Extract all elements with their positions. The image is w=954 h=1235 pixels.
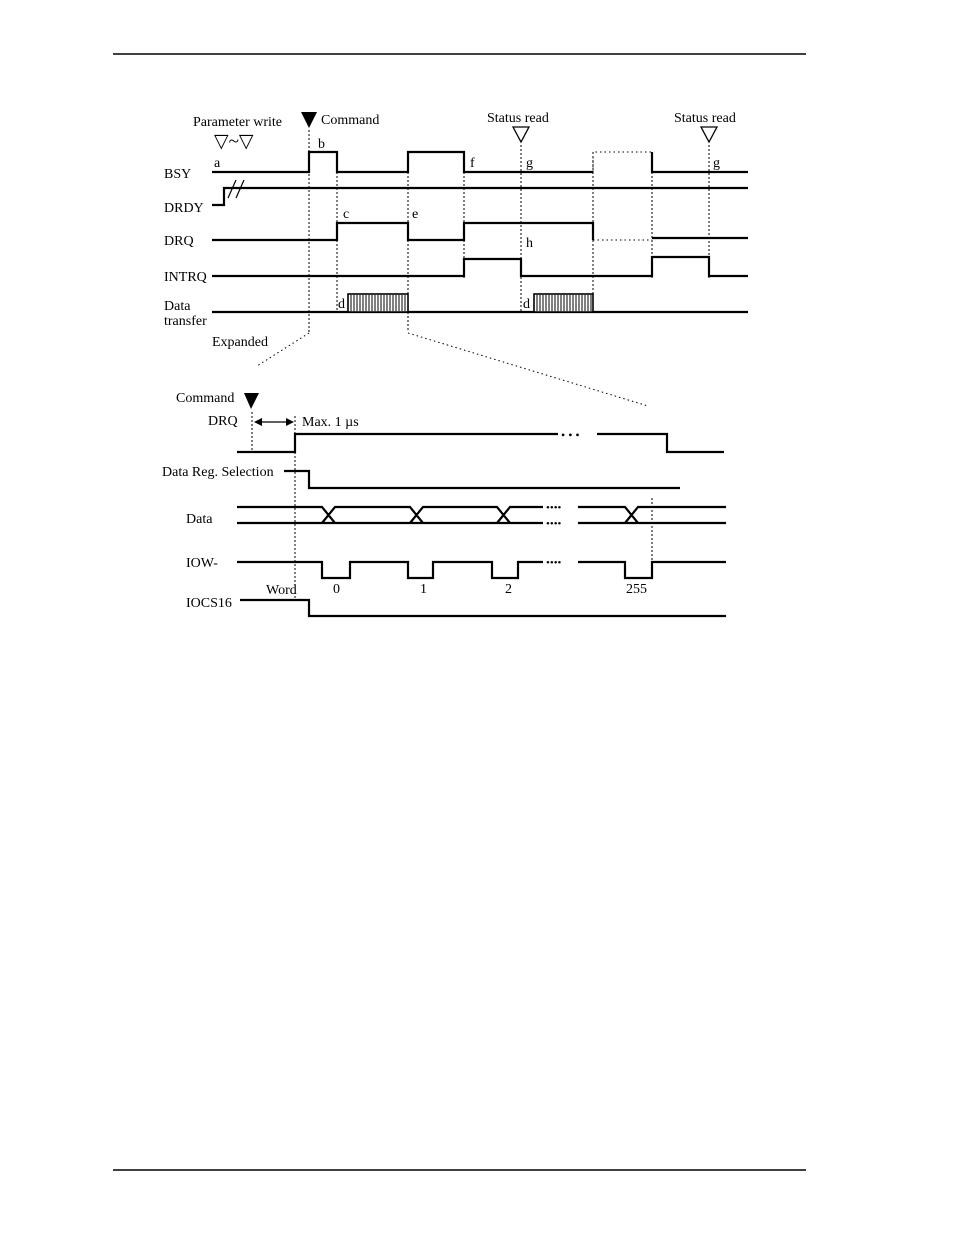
- status-read-marker-icon-2: [701, 127, 717, 142]
- command-marker-icon: [301, 112, 317, 128]
- lower-drq-waveform-tail: [597, 434, 724, 452]
- drq-ellipsis: • • •: [561, 428, 580, 442]
- drq-label: DRQ: [164, 234, 194, 249]
- lower-drq-waveform: [237, 434, 558, 452]
- iow-label: IOW-: [186, 556, 218, 571]
- intrq-waveform: [212, 257, 748, 276]
- pulse-label-2: 2: [505, 582, 512, 597]
- bsy-busy-unknown: [593, 152, 652, 172]
- iow-waveform: [237, 562, 543, 578]
- drdy-label: DRDY: [164, 201, 204, 216]
- iocs16-waveform: [240, 600, 726, 616]
- drdy-waveform: [212, 188, 748, 205]
- upper-timing-diagram: [164, 111, 748, 406]
- lower-command-marker-icon: [244, 393, 259, 409]
- command-label: Command: [321, 113, 380, 128]
- max-arrow-head-left-icon: [254, 418, 262, 426]
- marker-a: a: [214, 156, 221, 171]
- bsy-waveform-tail: [652, 152, 748, 172]
- marker-d-1: d: [338, 297, 345, 312]
- data-bus-waveform: [237, 507, 726, 523]
- marker-c: c: [343, 207, 350, 222]
- data-transfer-label-1: Data: [164, 299, 191, 314]
- bsy-label: BSY: [164, 167, 192, 182]
- drq-waveform: [212, 223, 593, 240]
- marker-b: b: [318, 137, 325, 152]
- marker-f: f: [470, 156, 475, 171]
- marker-g-2: g: [713, 156, 720, 171]
- intrq-label: INTRQ: [164, 270, 207, 285]
- iow-waveform-tail: [578, 562, 726, 578]
- expanded-label: Expanded: [212, 335, 268, 350]
- data-reg-selection-waveform: [284, 471, 680, 488]
- lower-drq-label: DRQ: [208, 414, 238, 429]
- marker-d-2: d: [523, 297, 530, 312]
- status-read-marker-icon-1: [513, 127, 529, 142]
- data-label: Data: [186, 512, 213, 527]
- parameter-write-symbol: ▽~▽: [214, 131, 254, 152]
- status-read-label-1: Status read: [487, 111, 549, 126]
- parameter-write-label: Parameter write: [193, 115, 283, 130]
- max-label: Max. 1 µs: [302, 415, 359, 430]
- marker-g-1: g: [526, 156, 533, 171]
- data-transfer-label-2: transfer: [164, 314, 207, 329]
- data-reg-selection-label: Data Reg. Selection: [162, 465, 274, 480]
- status-read-label-2: Status read: [674, 111, 736, 126]
- bsy-waveform: [212, 152, 593, 172]
- data-dots-top: ••••: [546, 502, 562, 514]
- lower-timing-diagram: [162, 391, 726, 616]
- pulse-label-255: 255: [626, 582, 647, 597]
- marker-e: e: [412, 207, 419, 222]
- iow-dots: ••••: [546, 557, 562, 569]
- pulse-label-0: 0: [333, 582, 340, 597]
- expand-line-right: [408, 333, 648, 406]
- lower-command-label: Command: [176, 391, 235, 406]
- word-label: Word: [266, 583, 297, 598]
- max-arrow-head-right-icon: [286, 418, 294, 426]
- iocs16-label: IOCS16: [186, 596, 232, 611]
- data-dots-bottom: ••••: [546, 518, 562, 530]
- pulse-label-1: 1: [420, 582, 427, 597]
- marker-h: h: [526, 236, 533, 251]
